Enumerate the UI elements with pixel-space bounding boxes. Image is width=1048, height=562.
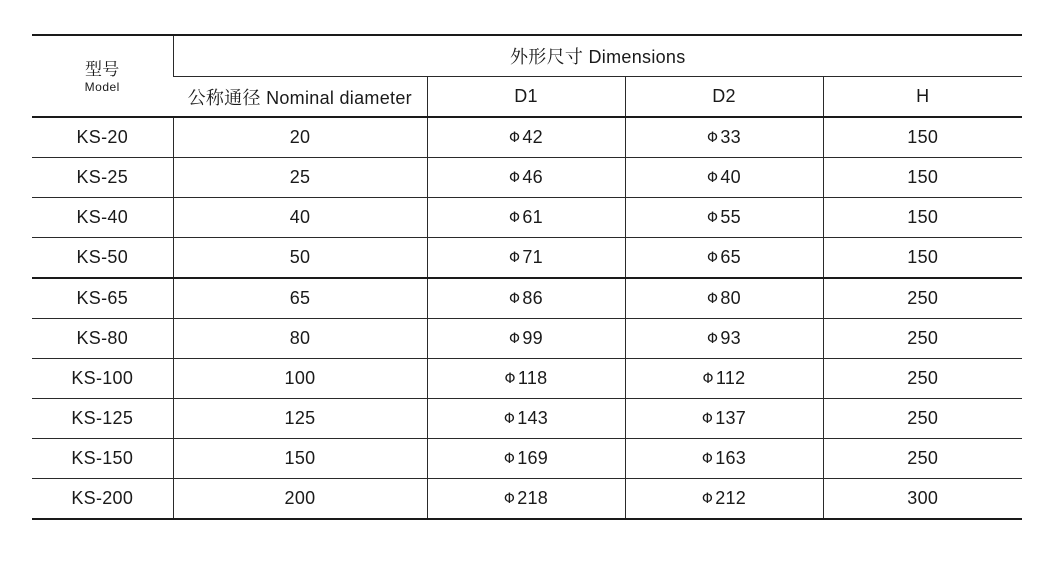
nominal-diameter-cell-value: 65 xyxy=(289,288,311,308)
phi-symbol: Φ xyxy=(503,411,516,427)
nominal-diameter-cell-value: 125 xyxy=(284,408,316,428)
nominal-diameter-cell-value: 100 xyxy=(284,368,316,388)
h-cell-value: 250 xyxy=(907,288,939,308)
model-cell-value: KS-80 xyxy=(76,328,129,348)
model-cell xyxy=(32,479,173,520)
h-cell-value: 150 xyxy=(907,247,939,267)
d1-cell xyxy=(427,158,625,198)
model-cell-value: KS-200 xyxy=(71,488,134,508)
model-cell xyxy=(32,238,173,279)
nominal-diameter-cell-value: 40 xyxy=(289,207,311,227)
nominal-diameter-cell xyxy=(173,439,427,479)
table-body xyxy=(32,117,1022,519)
h-cell xyxy=(823,479,1022,520)
d1-header: D1 xyxy=(427,77,625,118)
d1-cell-value: 143 xyxy=(517,408,549,428)
nominal-diameter-cell xyxy=(173,479,427,520)
d1-cell xyxy=(427,198,625,238)
d1-cell-value: 71 xyxy=(522,247,543,267)
h-cell-value: 300 xyxy=(907,488,939,508)
h-cell xyxy=(823,238,1022,279)
h-cell xyxy=(823,198,1022,238)
model-cell xyxy=(32,158,173,198)
dimensions-table xyxy=(32,34,1022,520)
h-cell-value: 150 xyxy=(907,167,939,187)
table-row xyxy=(32,399,1022,439)
phi-symbol: Φ xyxy=(707,331,719,347)
model-cell-value: KS-50 xyxy=(76,247,129,267)
phi-symbol: Φ xyxy=(701,451,714,467)
d2-cell-value: 55 xyxy=(720,207,741,227)
nominal-diameter-cell xyxy=(173,117,427,158)
d1-cell xyxy=(427,479,625,520)
table-row xyxy=(32,359,1022,399)
nominal-diameter-cell-value: 200 xyxy=(284,488,316,508)
d1-cell xyxy=(427,117,625,158)
d1-cell xyxy=(427,238,625,279)
table-row xyxy=(32,319,1022,359)
model-cell xyxy=(32,319,173,359)
model-cell xyxy=(32,278,173,319)
d2-cell-value: 112 xyxy=(715,368,746,388)
table-row xyxy=(32,238,1022,279)
d2-cell xyxy=(625,117,823,158)
d2-cell-value: 80 xyxy=(720,288,741,308)
phi-symbol: Φ xyxy=(509,291,521,307)
d1-cell-value: 99 xyxy=(522,328,543,348)
phi-symbol: Φ xyxy=(702,371,714,387)
nominal-diameter-cell xyxy=(173,319,427,359)
nominal-diameter-cell xyxy=(173,238,427,279)
d2-cell-value: 163 xyxy=(715,448,747,468)
d1-cell xyxy=(427,319,625,359)
d2-header: D2 xyxy=(625,77,823,118)
dimensions-header: 外形尺寸 Dimensions xyxy=(173,35,1022,77)
d1-cell-value: 46 xyxy=(522,167,543,187)
d1-cell xyxy=(427,439,625,479)
d1-cell xyxy=(427,399,625,439)
nominal-diameter-cell-value: 20 xyxy=(289,127,311,147)
h-cell xyxy=(823,399,1022,439)
phi-symbol: Φ xyxy=(701,411,714,427)
nominal-diameter-cell xyxy=(173,359,427,399)
d2-cell xyxy=(625,439,823,479)
d1-cell-value: 42 xyxy=(522,127,543,147)
d2-cell-value: 65 xyxy=(720,247,741,267)
d1-cell xyxy=(427,278,625,319)
d2-cell-value: 212 xyxy=(715,488,747,508)
table-row xyxy=(32,198,1022,238)
d2-cell xyxy=(625,319,823,359)
phi-symbol: Φ xyxy=(707,170,719,186)
nominal-diameter-cell-value: 150 xyxy=(284,448,316,468)
phi-symbol: Φ xyxy=(707,210,719,226)
phi-symbol: Φ xyxy=(509,170,521,186)
d2-cell xyxy=(625,359,823,399)
model-cell xyxy=(32,198,173,238)
table-row xyxy=(32,278,1022,319)
nominal-diameter-cell xyxy=(173,158,427,198)
table-row xyxy=(32,158,1022,198)
nominal-diameter-cell xyxy=(173,278,427,319)
table-header xyxy=(32,35,1022,117)
phi-symbol: Φ xyxy=(707,130,719,146)
h-cell xyxy=(823,117,1022,158)
h-cell-value: 150 xyxy=(907,127,939,147)
nominal-diameter-cell xyxy=(173,198,427,238)
model-cell-value: KS-65 xyxy=(76,288,129,308)
d1-cell xyxy=(427,359,625,399)
d1-cell-value: 86 xyxy=(522,288,543,308)
model-header-cn: 型号 xyxy=(84,60,120,79)
phi-symbol: Φ xyxy=(701,491,714,507)
h-cell-value: 150 xyxy=(907,207,939,227)
phi-symbol: Φ xyxy=(509,210,521,226)
d1-cell-value: 218 xyxy=(517,488,549,508)
model-header xyxy=(32,35,173,117)
nominal-diameter-cell xyxy=(173,399,427,439)
d1-cell-value: 61 xyxy=(522,207,543,227)
d2-cell xyxy=(625,399,823,439)
phi-symbol: Φ xyxy=(509,250,521,266)
table-row xyxy=(32,117,1022,158)
h-cell xyxy=(823,359,1022,399)
d2-cell xyxy=(625,479,823,520)
phi-symbol: Φ xyxy=(504,371,516,387)
h-header: H xyxy=(823,77,1022,118)
d2-cell xyxy=(625,158,823,198)
header-row-top xyxy=(32,35,1022,77)
d2-cell-value: 93 xyxy=(720,328,741,348)
nominal-diameter-cell-value: 25 xyxy=(289,167,311,187)
table-row xyxy=(32,439,1022,479)
h-cell-value: 250 xyxy=(907,448,939,468)
model-cell-value: KS-150 xyxy=(71,448,134,468)
phi-symbol: Φ xyxy=(707,250,719,266)
d1-cell-value: 169 xyxy=(517,448,549,468)
model-cell xyxy=(32,399,173,439)
model-cell-value: KS-25 xyxy=(76,167,129,187)
d2-cell xyxy=(625,238,823,279)
table-row xyxy=(32,479,1022,520)
d2-cell-value: 137 xyxy=(715,408,747,428)
model-cell xyxy=(32,117,173,158)
d2-cell-value: 40 xyxy=(720,167,741,187)
nominal-diameter-cell-value: 50 xyxy=(289,247,311,267)
h-cell-value: 250 xyxy=(907,368,939,388)
phi-symbol: Φ xyxy=(509,331,521,347)
h-cell xyxy=(823,319,1022,359)
h-cell xyxy=(823,158,1022,198)
model-cell xyxy=(32,439,173,479)
nominal-diameter-cell-value: 80 xyxy=(289,328,311,348)
model-cell xyxy=(32,359,173,399)
phi-symbol: Φ xyxy=(707,291,719,307)
phi-symbol: Φ xyxy=(503,491,516,507)
d2-cell xyxy=(625,198,823,238)
nominal-diameter-header: 公称通径 Nominal diameter xyxy=(173,77,427,118)
h-cell xyxy=(823,439,1022,479)
model-cell-value: KS-100 xyxy=(71,368,134,388)
h-cell-value: 250 xyxy=(907,408,939,428)
phi-symbol: Φ xyxy=(503,451,516,467)
header-row-sub xyxy=(32,77,1022,118)
h-cell xyxy=(823,278,1022,319)
model-cell-value: KS-125 xyxy=(71,408,134,428)
d2-cell-value: 33 xyxy=(720,127,741,147)
d2-cell xyxy=(625,278,823,319)
d1-cell-value: 118 xyxy=(517,368,548,388)
model-cell-value: KS-20 xyxy=(76,127,129,147)
h-cell-value: 250 xyxy=(907,328,939,348)
phi-symbol: Φ xyxy=(509,130,521,146)
model-header-en: Model xyxy=(84,80,120,94)
model-cell-value: KS-40 xyxy=(76,207,129,227)
